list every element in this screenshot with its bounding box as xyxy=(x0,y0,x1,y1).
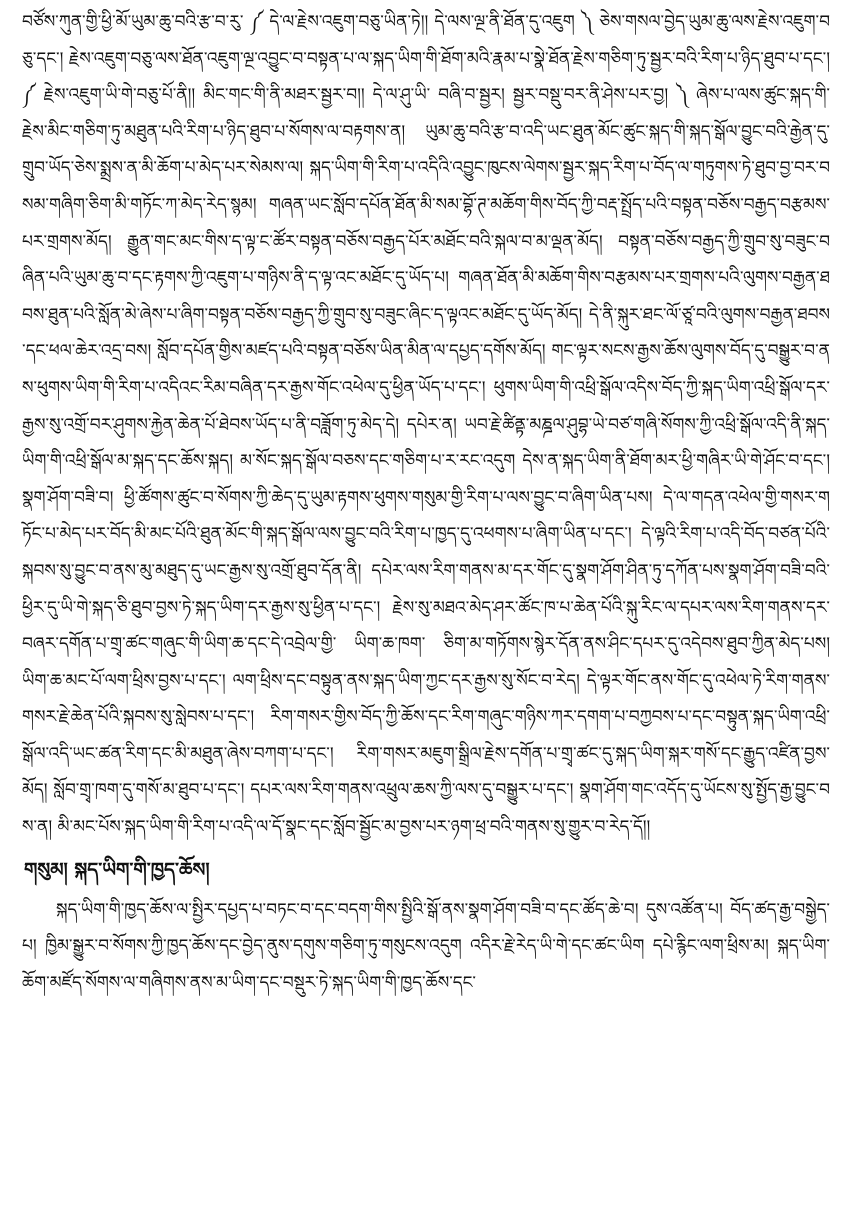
body-paragraph-1: བཙོས་ཀུན་གྱི་ཕྱི་མོ་ཡུམ་ཆུ་བའི་རྩ་བ་རུ་ ༼ དེ་ལ་རྗེས་འཇུག་བཅུ་ཡིན་ཏེ།། དེ་ལས་ལྔ་ནི་ཐོན་དུ་འཇུག ༽ ཅེས་གསལ་བྱེད་ཡུམ་ཆུ་ལས་རྗེས་འཇུག་བཅུ་དང་། རྗེས་འཇུག་བཅུ་ལས་ཐོན་འཇུག་ལྔ་འབྱུང་བ་བསྟན་པ་ལ་སྐད་ཡིག་གི་ཐོག་མའི་རྣམ་པ་སྣེ་ཐོན་རྗེས་གཅིག་ཏུ་སྦྱར་བའི་རིག་པ་ཉིད་ཐུབ་པ་དང་། ༼ རྗེས་འཇུག་ཡི་གེ་བཅུ་པོ་ནི།། མིང་གང་གི་ནི་མཐར་སྦྱར་བ།། དེ་ལ་ཤུ་ཡི་ བཞི་བ་སྦྱར། སྦྱར་བསྡུ་བར་ནི་ཤེས་པར་བྱ། ༽ ཞེས་པ་ལས་ཚུང་སྐད་གི་རྗེས་མིང་གཅིག་ཏུ་མཐུན་པའི་རིག་པ་ཉིད་ཐུབ་པ་སོགས་ལ་བརྟགས་ན། ཡུམ་ཆུ་བའི་རྩ་བ་འདི་ཡང་ཐུན་མོང་ཚུང་སྐད་གི་སྐད་སྒོལ་བྱུང་བའི་རྒྱེན་དུ་གྲུབ་ཡོད་ཅེས་སྨྲས་ན་མི་ཆོག་པ་མེད་པར་སེམས་ལ། སྐད་ཡིག་གི་རིག་པ་འདིའི་འབྱུང་ཁུངས་ལེགས་སྦྱར་སྐད་རིག་པ་བོད་ལ་གཏུགས་ཏེ་ཐུབ་བྱ་བར་བསམ་གཞིག་ཅིག་མི་གཏོང་ཀ་མེད་རེད་སྙམ། གཞན་ཡང་སློབ་དཔོན་ཐོན་མི་སམ་བྷོ་ཊ་མཆོག་གིས་བོད་ཀྱི་བརྡ་སྤྲོད་པའི་བསྟན་བཅོས་བརྒྱད་བརྩམས་པར་གྲགས་མོད། རྒྱུན་གང་མང་གིས་ད་ལྟ་ང་ཚོར་བསྟན་བཅོས་བརྒྱད་པོར་མཐོང་བའི་སྐལ་བ་མ་ལྡན་མོད། བསྟན་བཅོས་བརྒྱད་ཀྱི་གྲུབ་སུ་བཟུང་བཞིན་པའི་ཡུམ་ཆུ་བ་དང་རྟགས་ཀྱི་འཇུག་པ་གཉིས་ནི་ད་ལྟ་འང་མཐོང་དུ་ཡོད་པ། གཞན་ཐོན་མི་མཆོག་གིས་བརྩམས་པར་གྲགས་པའི་ལུགས་བརྒྱན་ཐབས་ཐུན་པའི་སློན་མེ་ཞེས་པ་ཞིག་བསྟན་བཅོས་བརྒྱད་ཀྱི་གྲུབ་སུ་བཟུང་ཞིང་ད་ལྟའང་མཐོང་དུ་ཡོད་མོད། དེ་ནི་སྐུར་ཐང་ལོ་ཙཱ་བའི་ལུགས་བརྒྱན་ཐབས་དང་ཕལ་ཆེར་འདྲ་བས། སློབ་དཔོན་གྱིས་མཛད་པའི་བསྟན་བཅོས་ཡིན་མིན་ལ་དཔྱད་དགོས་མོད། གང་ལྟར་སངས་རྒྱས་ཆོས་ལུགས་བོད་དུ་བསྒྱུར་བ་ནས་ཕུགས་ཡིག་གི་རིག་པ་འདིའང་རིམ་བཞིན་དར་རྒྱས་གོང་འཕེལ་དུ་ཕྱིན་ཡོད་པ་དང་། ཕུགས་ཡིག་གི་འཕྲི་སྒོལ་འདིས་བོད་ཀྱི་སྐད་ཡིག་འཕྲི་སྒོལ་དར་རྒྱས་སུ་འགྲོ་བར་ཤུགས་རྐྱེན་ཆེན་པོ་ཐེབས་ཡོད་པ་ནི་བཟློག་ཏུ་མེད་དེ། དཔེར་ན། ཡབ་རྗེ་ཚིནྟ་མཎྜལ་ཤུབྷ་ཡེ་བཙ་གཞི་སོགས་ཀྱི་འཕྲི་སྒོལ་འདི་ནི་སྐད་ཡིག་གི་འཕྲི་སྒོལ་མ་སྐད་དང་ཆོས་སྐད། མ་སོང་སྐད་སྒོལ་བཅས་དང་གཅིག་པ་ར་རང་འདུག དེས་ན་སྐད་ཡིག་ནི་ཐོག་མར་ཕྱི་གཞིར་ཡི་གེ་ཤོང་བ་དང་། སྣག་ཤོག་བཟི་བ། ཕྱི་ཚོགས་ཚུང་བ་སོགས་ཀྱི་ཆེད་དུ་ཡུམ་རྟགས་ཕུགས་གསུམ་གྱི་རིག་པ་ལས་བྱུང་བ་ཞིག་ཡིན་པས། དེ་ལ་གདན་འཕེལ་གྱི་གསར་གཏོང་པ་མེད་པར་བོད་མི་མང་པོའི་ཐུན་མོང་གི་སྐད་སྒོལ་ལས་བྱུང་བའི་རིག་པ་ཁྱད་དུ་འཕགས་པ་ཞིག་ཡིན་པ་དང་། དེ་ལྟའི་རིག་པ་འདི་བོད་བཙན་པོའི་སྐབས་སུ་བྱུང་བ་ནས་མུ་མཐུད་དུ་ཡང་རྒྱས་སུ་འགྲོ་ཐུབ་དོན་ནི། དཔེར་ལས་རིག་གནས་མ་དར་གོང་དུ་སྣག་ཤོག་ཤིན་ཏུ་དཀོན་པས་སྣག་ཤོག་བཟི་བའི་ཕྱིར་དུ་ཡི་གེ་སྐད་ཅི་ཐུབ་བྱས་ཏེ་སྐད་ཡིག་དར་རྒྱས་སུ་ཕྱིན་པ་དང་། རྗེས་སུ་མཐའ་མེད་ཤར་ཚོང་ཁ་པ་ཆེན་པོའི་སྐུ་རིང་ལ་དཔར་ལས་རིག་གནས་དར་བཞར་དགོན་པ་གྲྭ་ཚང་གཞུང་གི་ཡིག་ཆ་དང་དེ་འབྲེལ་གྱི་ ཡིག་ཆ་ཁག་ ཅིག་མ་གཏོགས་སྙེར་དོན་ནས་ཤིང་དཔར་དུ་འདེབས་ཐུབ་ཀྱིན་མེད་པས། ཡིག་ཆ་མང་པོ་ལག་ཕྲིས་བྱས་པ་དང་། ལག་ཕྲིས་དང་བསྟུན་ནས་སྐད་ཡིག་ཀྱང་དར་རྒྱས་སུ་སོང་བ་རེད། དེ་ལྟར་གོང་ནས་གོང་དུ་འཕེལ་ཏེ་རིག་གནས་གསར་རྗེ་ཆེན་པོའི་སྐབས་སུ་སླེབས་པ་དང་། རིག་གསར་གྱིས་བོད་ཀྱི་ཆོས་དང་རིག་གཞུང་གཉིས་ཀར་དགག་པ་བཀྱབས་པ་དང་བསྟུན་སྐད་ཡིག་འཕྲི་སྒོལ་འདི་ཡང་ཚན་རིག་དང་མི་མཐུན་ཞེས་བཀག་པ་དང་། རིག་གསར་མཇུག་སྒྲིལ་རྗེས་དགོན་པ་གྲྭ་ཚང་དུ་སྐད་ཡིག་སྐར་གསོ་དང་རྒྱུད་འཛིན་བྱས་མོད། སློབ་གྲྭ་ཁག་དུ་གསོ་མ་ཐུབ་པ་དང་། དཔར་ལས་རིག་གནས་འཕྲུལ་ཆས་ཀྱི་ལས་དུ་བསྒྱུར་པ་དང་། སྣག་ཤོག་གང་འདོད་དུ་ཡོངས་སུ་སྤྱོད་རྒྱ་བྱུང་བས་ན། མི་མང་པོས་སྐད་ཡིག་གི་རིག་པ་འདི་ལ་དོ་སྣང་དང་སློབ་སྦྱོང་མ་བྱས་པར་ཉག་ཕྲ་བའི་གནས་སུ་གྱུར་བ་རེད་དོ།། xyxy=(22,12,830,838)
section-heading: གསུམ། སྐད་ཡིག་གི་ཁྱད་ཆོས། xyxy=(24,858,210,881)
body-paragraph-2: སྐད་ཡིག་གི་ཁྱད་ཆོས་ལ་སྤྱིར་དཔྱད་པ་བཏང་བ་དང་བདག་གིས་སྤྱིའི་སྒོ་ནས་སྣག་ཤོག་བཟི་བ་དང་ཚོད་ཆེ་བ། དུས་འཚོན་པ། བོད་ཚད་རྒྱ་བསྒྱེད་པ། ཁྱིམ་སྒྱུར་བ་སོགས་ཀྱི་ཁྱད་ཆོས་དང་བྱེད་ནུས་དགུས་གཅིག་ཏུ་གསུངས་འདུག འདིར་རྗེ་རེད་ཡི་གེ་དང་ཚང་ཡིག དཔེ་རྙིང་ལག་ཕྲིས་མ། སྐད་ཡིག་ཆོག་མཛོད་སོགས་ལ་གཞིགས་ནས་མ་ཡིག་དང་བསྡུར་ཏེ་སྐད་ཡིག་གི་ཁྱད་ཆོས་དང་ xyxy=(22,899,830,993)
